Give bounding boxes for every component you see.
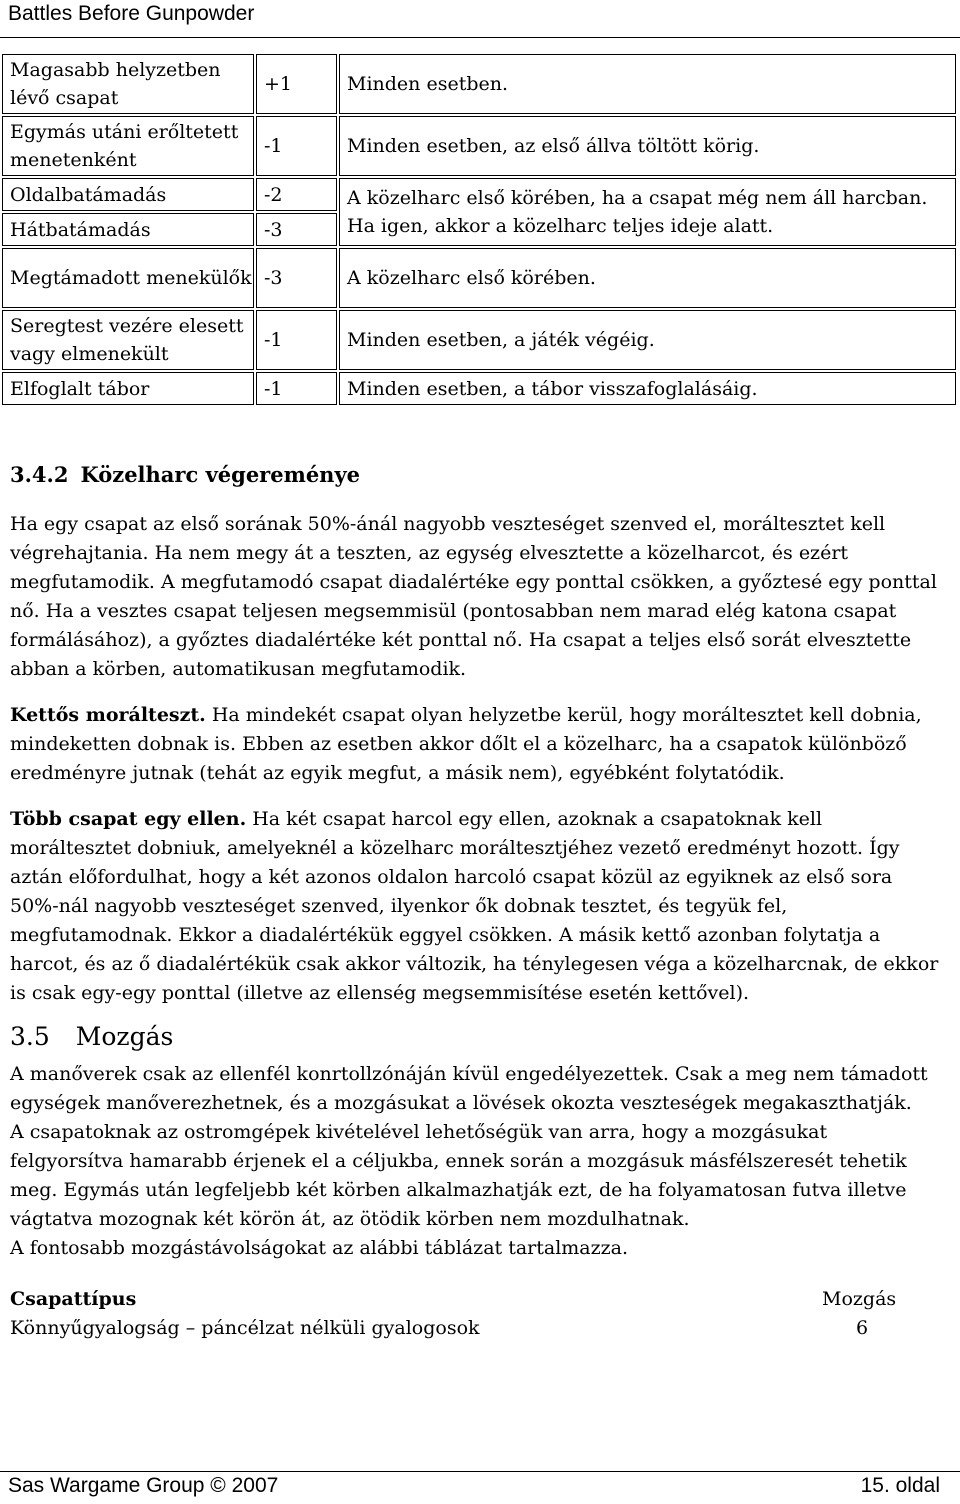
modifier-desc: Minden esetben.	[339, 54, 956, 114]
movement-table	[10, 1285, 940, 1345]
paragraph: Ha egy csapat az első sorának 50%-ánál nagyobb veszteséget szenved el, moráltesztet kell végrehajtania. Ha nem megy át a teszten, az egység elvesztette a közelharcot, és ezért megfutamodik. A megfutamodó csapat diadalértéke egy ponttal csökken, a győztesé egy ponttal nő. Ha a vesztes csapat teljesen megsemmisül (pontosabban nem marad elég katona csapat formálásához), a győztes diadalértéke két ponttal nő. Ha csapat a teljes első sorát elvesztette abban a körben, automatikusan megfutamodik.	[10, 513, 937, 680]
modifiers-table	[0, 52, 958, 407]
modifier-desc: Minden esetben, a tábor visszafoglalásáig.	[339, 372, 956, 405]
modifier-value: -1	[256, 372, 337, 405]
paragraph-text: Ha két csapat harcol egy ellen, azoknak a csapatoknak kell moráltesztet dobniuk, amelyeknél a közelharc moráltesztjéhez vezető eredményt hozott. Így aztán előfordulhat, hogy a két azonos oldalon harcoló csapat közül az egyiknek az első sora 50%-nál nagyobb veszteséget szenved, ilyenkor ők dobnak tesztet, és tegyük fel, megfutamodnak. Ekkor a diadalértékük eggyel csökken. A másik kettő azonban folytatja a harcot, és az ő diadalértékük csak akkor változik, ha ténylegesen véga a közelharcnak, de ekkor is csak egy-egy ponttal (illetve az ellenség megsemmisítése esetén kettővel).	[10, 808, 939, 1004]
paragraph: A csapatoknak az ostromgépek kivételével lehetőségük van arra, hogy a mozgásukat felgyorsítva hamarabb érjenek el a céljukba, ennek során a mozgásuk másfélszeresét tehetik meg. Egymás után legfeljebb két körben alkalmazhatják ezt, de ha folyamatosan futva illetve vágtatva mozognak két körön át, az ötödik körben nem mozdulhatnak.	[10, 1121, 907, 1230]
modifier-name: Seregtest vezére elesett vagy elmenekült	[2, 310, 254, 370]
section-title: Közelharc végereménye	[80, 462, 361, 487]
table-header-row	[10, 1285, 940, 1314]
modifier-name: Elfoglalt tábor	[2, 372, 254, 405]
modifier-value: -1	[256, 310, 337, 370]
paragraph-text: Ha mindekét csapat olyan helyzetbe kerül, hogy moráltesztet kell dobnia, mindeketten dobnak is. Ebben az esetben akkor dőlt el a közelharc, ha a csapatok különböző eredményre jutnak (tehát az egyik megfut, a másik nem), egyébként folytatódik.	[10, 704, 922, 784]
modifier-name: Magasabb helyzetben lévő csapat	[2, 54, 254, 114]
table-row	[2, 116, 956, 176]
table-row	[2, 248, 956, 308]
run-in-heading: Több csapat egy ellen.	[10, 808, 247, 830]
modifier-value: -2	[256, 178, 337, 211]
page-body	[10, 460, 940, 1345]
paragraph	[10, 805, 940, 1008]
modifier-desc: Minden esetben, az első állva töltött körig.	[339, 116, 956, 176]
modifier-name: Megtámadott menekülők	[2, 248, 254, 308]
modifier-name: Oldalbatámadás	[2, 178, 254, 211]
paragraph: A fontosabb mozgástávolságokat az alábbi táblázat tartalmazza.	[10, 1237, 629, 1259]
section-number: 3.4.2	[10, 462, 69, 487]
table-row	[2, 178, 956, 211]
column-header: Csapattípus	[10, 1288, 137, 1310]
modifier-value: -3	[256, 248, 337, 308]
modifier-name: Egymás utáni erőltetett menetenként	[2, 116, 254, 176]
table-row	[2, 372, 956, 405]
section-heading	[10, 460, 940, 490]
section-number: 3.5	[10, 1022, 50, 1051]
table-row	[2, 310, 956, 370]
paragraph: A manőverek csak az ellenfél konrtollzónáján kívül engedélyezettek. Csak a meg nem támadott egységek manőverezhetnek, és a mozgásukat a lövések okozta veszteségek megakaszthatják.	[10, 1063, 928, 1114]
run-in-heading: Kettős morálteszt.	[10, 704, 206, 726]
running-header: Battles Before Gunpowder	[8, 2, 255, 25]
movement-value: 6	[856, 1317, 869, 1339]
modifier-desc: A közelharc első körében.	[339, 248, 956, 308]
page-number: 15. oldal	[860, 1474, 940, 1497]
table-row	[10, 1314, 940, 1343]
section-title: Mozgás	[75, 1022, 174, 1051]
column-header: Mozgás	[822, 1288, 897, 1310]
header-rule	[0, 37, 960, 38]
modifier-value: +1	[256, 54, 337, 114]
paragraph	[10, 701, 940, 788]
modifier-value: -1	[256, 116, 337, 176]
table-row	[2, 54, 956, 114]
section-heading	[10, 1020, 940, 1054]
modifier-desc: Minden esetben, a játék végéig.	[339, 310, 956, 370]
footer-rule	[0, 1471, 960, 1472]
modifier-name: Hátbatámadás	[2, 213, 254, 246]
modifier-desc: A közelharc első körében, ha a csapat még nem áll harcban. Ha igen, akkor a közelharc teljes ideje alatt.	[339, 178, 956, 246]
modifier-value: -3	[256, 213, 337, 246]
unit-type: Könnyűgyalogság – páncélzat nélküli gyalogosok	[10, 1317, 480, 1339]
footer-copyright: Sas Wargame Group © 2007	[8, 1474, 279, 1497]
